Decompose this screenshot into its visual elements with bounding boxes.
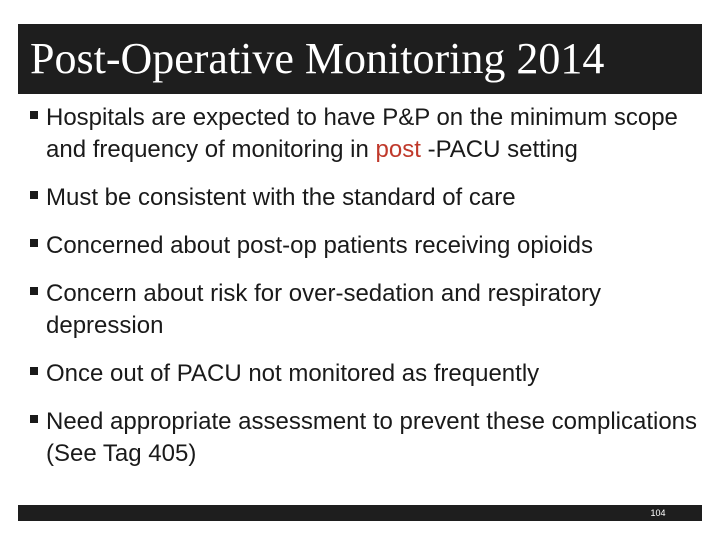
slide-title: Post-Operative Monitoring 2014 — [30, 34, 605, 83]
footer-bar — [18, 505, 702, 521]
bullet-highlight: post — [375, 136, 421, 163]
square-bullet-icon — [30, 191, 38, 199]
bullet-item-opioids — [28, 230, 698, 262]
bullet-text: Hospitals are expected to have P&P on the minimum scope and frequency of monitoring in — [46, 104, 678, 163]
bullet-text: Must be consistent with the standard of care — [46, 184, 516, 211]
page-number: 104 — [650, 508, 666, 518]
bullet-item-policy — [28, 102, 698, 166]
bullet-item-over-sedation — [28, 278, 698, 342]
bullet-item-assessment — [28, 406, 698, 470]
bullet-list — [28, 102, 698, 486]
bullet-text: Concern about risk for over-sedation and respiratory depression — [46, 280, 601, 339]
square-bullet-icon — [30, 367, 38, 375]
square-bullet-icon — [30, 239, 38, 247]
bullet-item-pacu-monitoring — [28, 358, 698, 390]
bullet-text: Once out of PACU not monitored as frequently — [46, 360, 540, 387]
square-bullet-icon — [30, 111, 38, 119]
bullet-text: Concerned about post-op patients receiving opioids — [46, 232, 594, 259]
title-bar — [18, 24, 702, 94]
square-bullet-icon — [30, 287, 38, 295]
bullet-text: Need appropriate assessment to prevent these complications (See Tag 405) — [46, 408, 698, 467]
bullet-item-standard-of-care — [28, 182, 698, 214]
square-bullet-icon — [30, 415, 38, 423]
bullet-text-continued: -PACU setting — [420, 136, 578, 163]
